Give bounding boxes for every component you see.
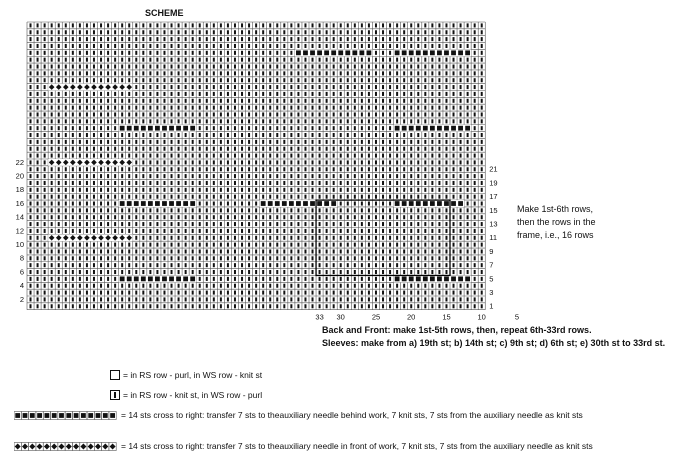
bar-square-icon [110,390,120,400]
frame-note-line-1: Make 1st-6th rows, [517,204,594,214]
stitch-number: 5 [514,312,520,320]
left-row-number: 18 [15,185,24,195]
right-row-number: 9 [489,246,494,256]
left-row-number: 22 [15,157,24,167]
left-row-number: 14 [15,212,24,222]
right-row-number: 11 [489,233,498,243]
left-row-number: 20 [15,171,24,181]
right-row-number: 7 [489,260,494,270]
diamond-chain-icon [14,442,118,451]
left-row-number: 4 [19,281,24,291]
right-row-number: 3 [489,288,494,297]
left-row-number: 16 [15,198,24,208]
legend-purl-text: = in RS row - purl, in WS row - knit st [123,370,263,380]
left-row-number: 2 [19,294,24,304]
stitch-number: 15 [442,312,451,320]
frame-note-line-3: frame, i.e., 16 rows [517,230,594,240]
legend-knit-text: = in RS row - knit st, in WS row - purl [123,390,263,400]
legend-cable-behind [14,410,583,420]
stitch-number: 33 [315,312,324,320]
legend-cable-front [14,441,593,451]
legend-cable-behind-text: = 14 sts cross to right: transfer 7 sts to theauxiliary needle behind work, 7 knit sts, 7 sts from the auxiliary needle as knit sts [121,410,583,420]
right-row-number: 19 [489,178,498,188]
empty-square-icon [110,370,120,380]
right-row-number: 13 [489,219,498,229]
square-chain-icon [14,411,118,420]
legend-purl [110,370,262,380]
right-row-number: 15 [489,205,498,215]
stitch-number: 20 [407,312,416,320]
stitch-number: 30 [336,312,345,320]
legend-knit [110,390,262,400]
stitch-number: 10 [477,312,486,320]
right-row-number: 21 [489,164,498,174]
scheme-title: SCHEME [145,8,184,18]
right-row-number: 17 [489,192,498,202]
left-row-number: 12 [15,226,24,236]
left-row-number: 10 [15,240,24,249]
frame-note [517,203,677,242]
sleeves-note: Sleeves: make from a) 19th st; b) 14th st; c) 9th st; d) 6th st; e) 30th st to 33rd st. [322,338,666,348]
legend-cable-front-text: = 14 sts cross to right: transfer 7 sts to theauxiliary needle in front of work, 7 knit sts, 7 sts from the auxiliary needle as knit sts [121,441,593,451]
stitch-number: 25 [371,312,381,320]
left-row-number: 6 [19,267,24,277]
right-row-number: 1 [489,301,494,311]
frame-note-line-2: then the rows in the [517,217,596,227]
back-front-note: Back and Front: make 1st-5th rows, then, repeat 6th-33rd rows. [322,325,592,335]
right-row-number: 5 [489,274,494,284]
left-row-number: 8 [19,253,24,263]
